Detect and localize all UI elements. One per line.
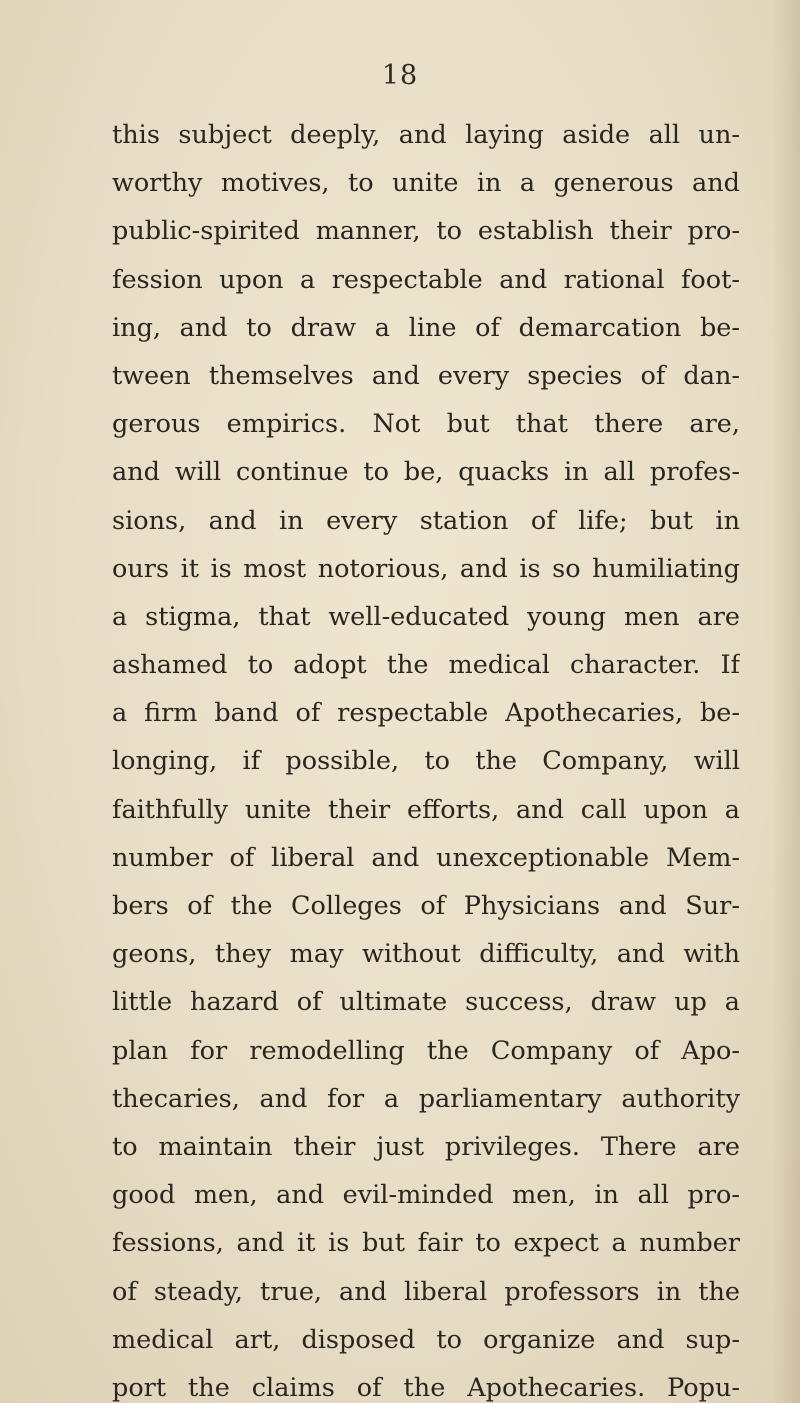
text-line: this subject deeply, and laying aside all un-	[112, 120, 740, 150]
text-line: ing, and to draw a line of demarcation be-	[112, 312, 740, 343]
page-number: 18	[381, 60, 419, 91]
text-line: worthy motives, to unite in a generous and	[112, 168, 740, 199]
text-line: bers of the Colleges of Physicians and Sur-	[112, 891, 740, 921]
text-line: number of liberal and unexceptionable Mem-	[112, 842, 740, 873]
text-line: port the claims of the Apothecaries. Popu-	[112, 1372, 740, 1403]
text-line: a firm band of respectable Apothecaries, be-	[112, 698, 740, 729]
text-line: fession upon a respectable and rational foot-	[112, 264, 740, 295]
text-line: and will continue to be, quacks in all profes-	[112, 457, 740, 488]
text-line: to maintain their just privileges. There are	[112, 1131, 740, 1162]
text-line: medical art, disposed to organize and sup-	[112, 1324, 740, 1355]
text-line: ashamed to adopt the medical character. If	[112, 650, 740, 681]
page-edge-shadow	[772, 0, 800, 1403]
text-line: ours it is most notorious, and is so humiliating	[112, 553, 740, 584]
text-line: faithfully unite their efforts, and call upon a	[112, 794, 740, 825]
text-line: gerous empirics. Not but that there are,	[112, 409, 740, 440]
text-line: of steady, true, and liberal professors in the	[112, 1276, 740, 1307]
text-line: little hazard of ultimate success, draw up a	[112, 987, 740, 1018]
text-line: plan for remodelling the Company of Apo-	[112, 1035, 740, 1066]
text-line: tween themselves and every species of dan-	[112, 360, 740, 391]
text-line: good men, and evil-minded men, in all pro-	[112, 1180, 740, 1211]
text-line: longing, if possible, to the Company, will	[112, 746, 740, 777]
text-line: fessions, and it is but fair to expect a number	[112, 1228, 740, 1259]
text-line: thecaries, and for a parliamentary authority	[112, 1083, 740, 1114]
body-text	[112, 111, 740, 1403]
text-line: geons, they may without difficulty, and with	[112, 939, 740, 970]
text-line: public-spirited manner, to establish their pro-	[112, 216, 740, 247]
text-line: sions, and in every station of life; but in	[112, 505, 740, 536]
text-line: a stigma, that well-educated young men are	[112, 601, 740, 632]
